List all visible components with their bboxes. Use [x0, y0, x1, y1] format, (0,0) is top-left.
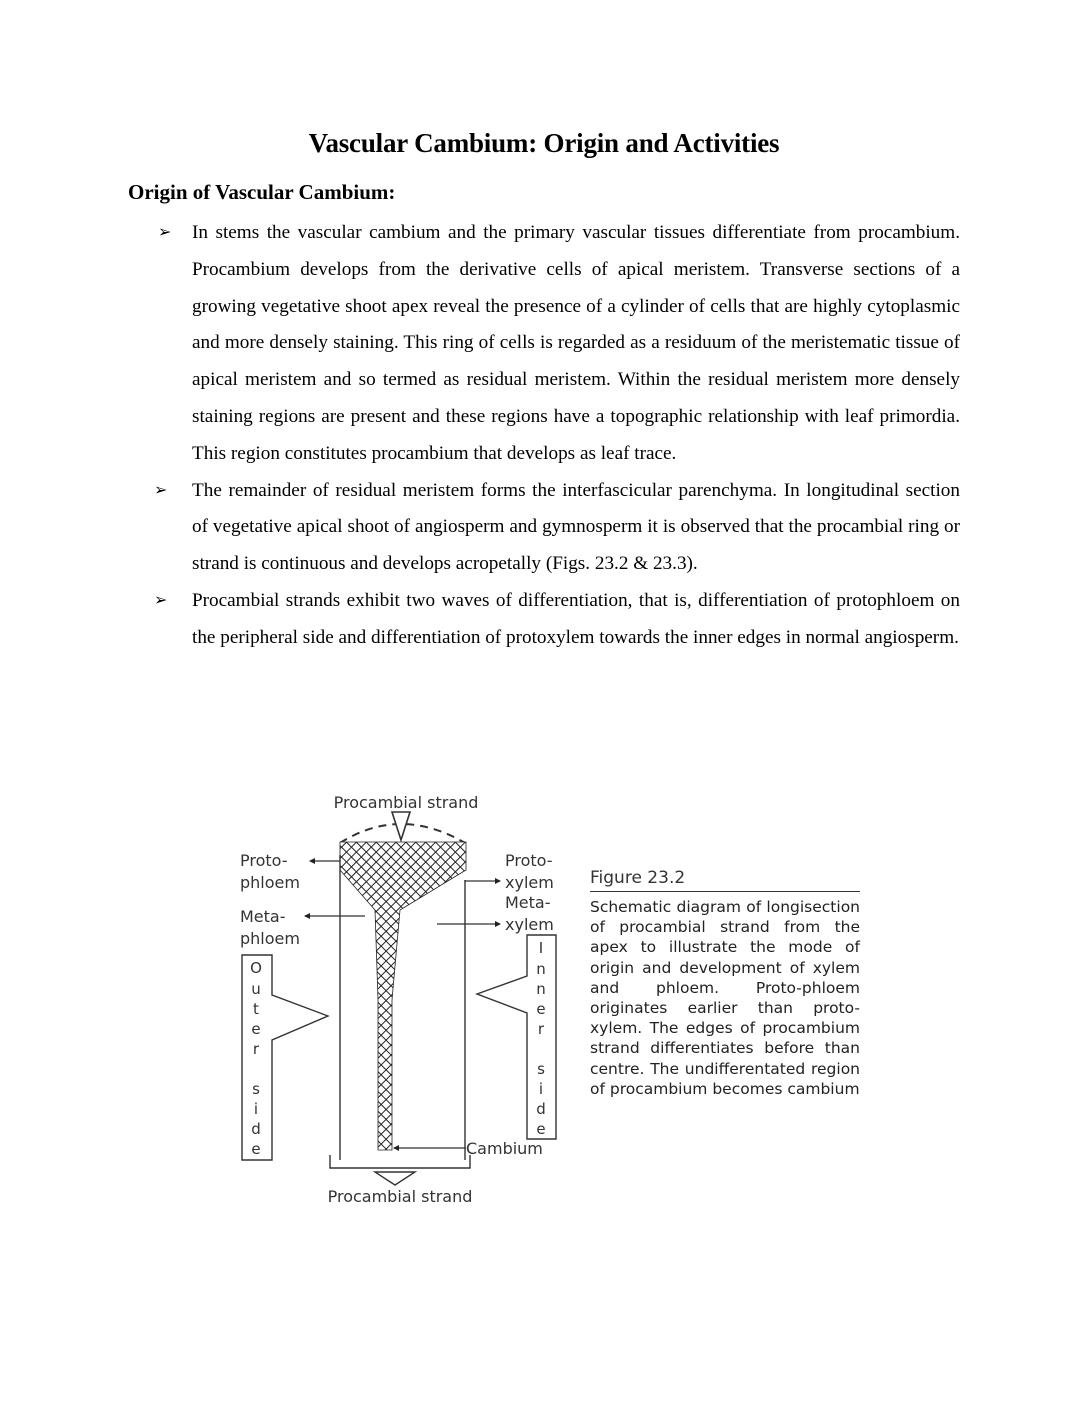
svg-text:s: s: [252, 1080, 260, 1098]
svg-text:n: n: [536, 980, 546, 998]
svg-text:I: I: [538, 939, 544, 957]
svg-text:phloem: phloem: [240, 929, 300, 948]
label-cambium: Cambium: [466, 1139, 543, 1158]
svg-text:d: d: [251, 1120, 261, 1138]
svg-text:xylem: xylem: [505, 873, 554, 892]
label-procambial-strand-top: Procambial strand: [333, 793, 479, 812]
label-procambial-strand-bottom: Procambial strand: [327, 1187, 473, 1206]
arrow-bullet-icon: ➢: [154, 481, 168, 499]
svg-text:s: s: [537, 1060, 545, 1078]
list-item: [150, 583, 960, 657]
svg-text:n: n: [536, 960, 546, 978]
svg-text:e: e: [536, 1000, 546, 1018]
arrow-bullet-icon: ➢: [154, 591, 168, 609]
page-title: Vascular Cambium: Origin and Activities: [308, 128, 780, 158]
svg-text:xylem: xylem: [505, 915, 554, 934]
arrow-bullet-icon: ➢: [158, 224, 172, 241]
svg-text:r: r: [537, 1020, 545, 1038]
list-item: [150, 215, 960, 473]
label-protoxylem: Proto-: [505, 851, 553, 870]
svg-text:r: r: [252, 1040, 260, 1058]
label-metaphloem: Meta-: [240, 907, 286, 926]
svg-text:e: e: [536, 1120, 546, 1138]
bullet-text: The remainder of residual meristem forms the interfascicular parenchyma. In longitudinal section of vegetative apical shoot of angiosperm and gymnosperm it is observed that the procambial ring or strand is continuous and develops acropetally (Figs. 23.2 & 23.3).: [192, 479, 960, 575]
label-metaxylem: Meta-: [505, 893, 551, 912]
svg-text:i: i: [538, 1080, 544, 1098]
svg-text:phloem: phloem: [240, 873, 300, 892]
svg-text:O: O: [250, 959, 262, 977]
bullet-text: In stems the vascular cambium and the primary vascular tissues differentiate from procambium. Procambium develops from the derivative cells of apical meristem. Transverse sections of a growing vegetative shoot apex reveal the presence of a cylinder of cells that are highly cytoplasmic and more densely staining. This ring of cells is regarded as a residuum of the meristematic tissue of apical meristem and so termed as residual meristem. Within the residual meristem more densely staining regions are present and these regions have a topographic relationship with leaf primordia. This region constitutes procambium that develops as leaf trace.: [192, 222, 960, 464]
bullet-text: Procambial strands exhibit two waves of differentiation, that is, differentiation of protophloem on the peripheral side and differentiation of protoxylem towards the inner edges in normal angiosperm.: [192, 589, 960, 648]
figure-caption: [590, 868, 860, 1099]
label-protophloem: Proto-: [240, 851, 288, 870]
list-item: [150, 473, 960, 583]
bullet-list: [150, 215, 960, 657]
svg-text:i: i: [253, 1100, 259, 1118]
section-heading: Origin of Vascular Cambium:: [128, 180, 396, 204]
svg-text:e: e: [251, 1140, 261, 1158]
svg-text:u: u: [251, 980, 261, 998]
figure-caption-body: Schematic diagram of longisection of procambial strand from the apex to illustrate the mode of origin and development of xylem and phloem. Proto-phloem originates earlier than proto-xylem. The edges of procambium strand differentiates before than centre. The undifferentated region of procambium becomes cambium: [590, 898, 860, 1098]
svg-text:d: d: [536, 1100, 546, 1118]
svg-text:t: t: [253, 1000, 259, 1018]
svg-text:e: e: [251, 1020, 261, 1038]
figure-caption-title: Figure 23.2: [590, 868, 860, 892]
